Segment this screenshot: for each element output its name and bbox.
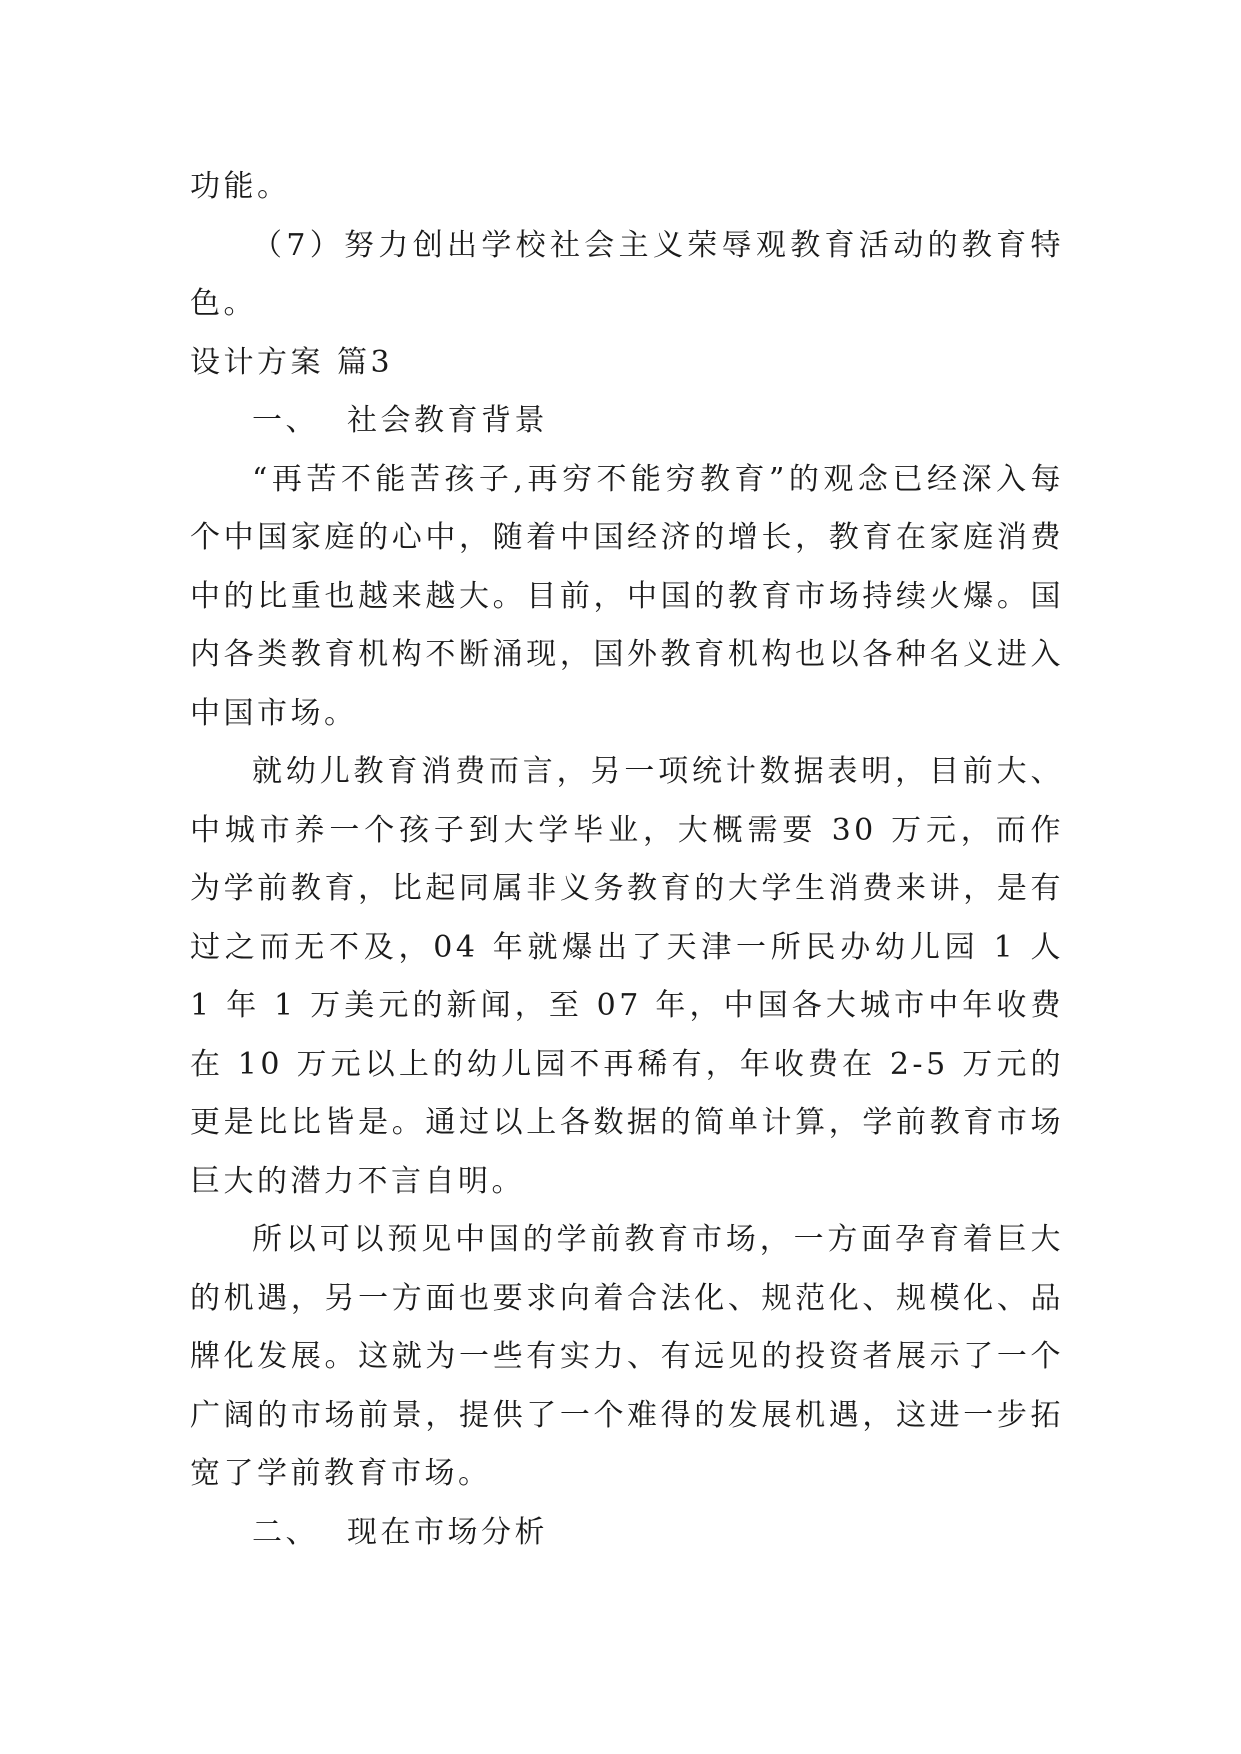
paragraph: “再苦不能苦孩子,再穷不能穷教育”的观念已经深入每个中国家庭的心中，随着中国经济的增长，教育在家庭消费中的比重也越来越大。目前，中国的教育市场持续火爆。国内各类教育机构不断涌现，国外教育机构也以各种名义进入中国市场。: [190, 461, 1064, 731]
paragraph: 就幼儿教育消费而言，另一项统计数据表明，目前大、中城市养一个孩子到大学毕业，大概需要 30 万元，而作为学前教育，比起同属非义务教育的大学生消费来讲，是有过之而无不及，04 年就爆出了天津一所民办幼儿园 1 人 1 年 1 万美元的新闻，至 07 年，中国各大城市中年收费在 10 万元以上的幼儿园不再稀有，年收费在 2-5 万元的更是比比皆是。通过以上各数据的简单计算，学前教育市场巨大的潜力不言自明。: [190, 754, 1064, 1199]
heading-number: 二、: [252, 1514, 319, 1550]
heading-background: [190, 392, 1064, 451]
continuation-text: 功能。: [190, 169, 291, 204]
heading-market-analysis: [190, 1504, 1064, 1563]
heading-text: 社会教育背景: [347, 403, 548, 438]
heading-text: 现在市场分析: [347, 1514, 548, 1550]
paragraph: 所以可以预见中国的学前教育市场，一方面孕育着巨大的机遇，另一方面也要求向着合法化、规范化、规模化、品牌化发展。这就为一些有实力、有远见的投资者展示了一个广阔的市场前景，提供了一个难得的发展机遇，这进一步拓宽了学前教育市场。: [190, 1222, 1064, 1491]
list-item-7: （7）努力创出学校社会主义荣辱观教育活动的教育特色。: [190, 227, 1064, 321]
heading-number: 一、: [252, 403, 319, 438]
section-title: 设计方案 篇3: [190, 344, 394, 380]
document-body: [190, 158, 1064, 1562]
